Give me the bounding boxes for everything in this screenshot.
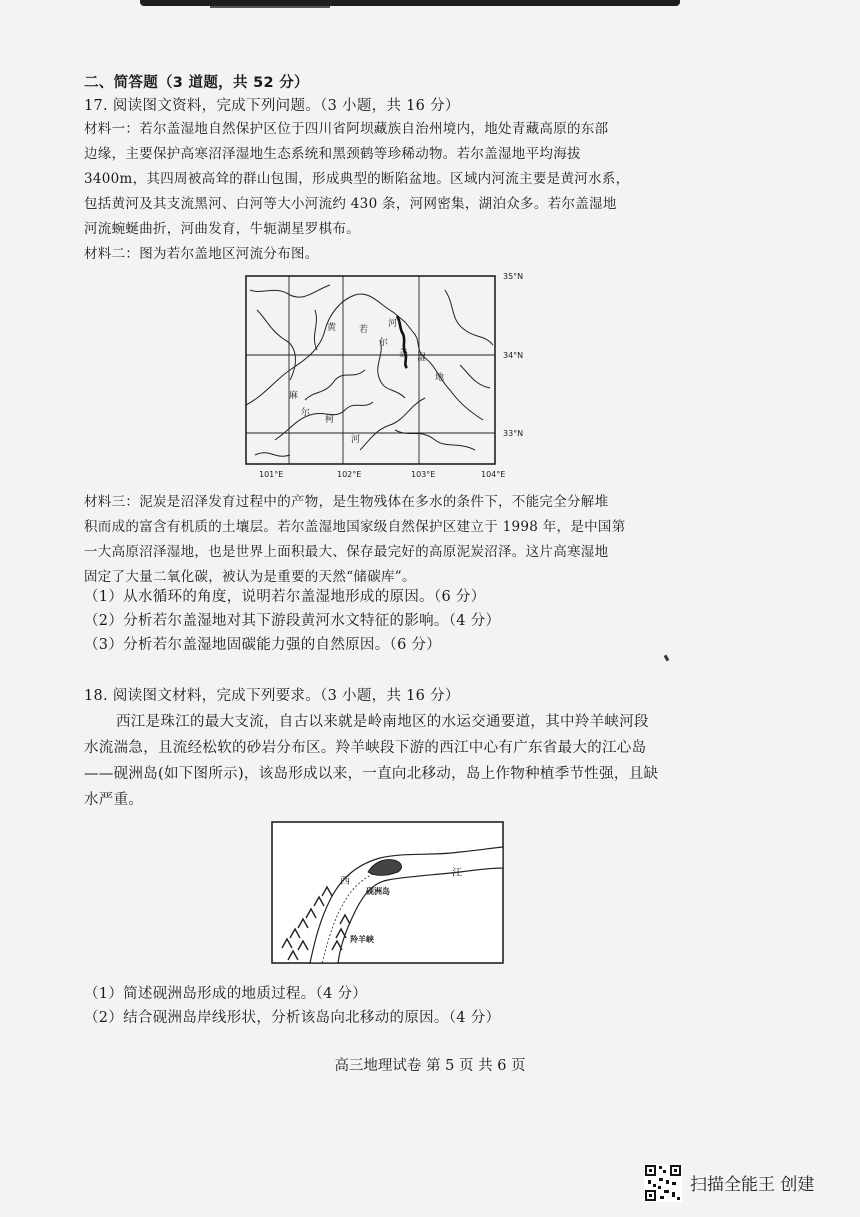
q17-question-1: （1）从水循环的角度，说明若尔盖湿地形成的原因。（6 分） bbox=[84, 589, 486, 605]
river-network bbox=[246, 285, 493, 456]
map-label-jiang: 江 bbox=[452, 868, 462, 879]
q17-material1-line: 3400m，其四周被高耸的群山包围，形成典型的断陷盆地。区域内河流主要是黄河水系， bbox=[84, 171, 630, 187]
scanner-watermark: 扫描全能王 创建 bbox=[690, 1175, 815, 1195]
lon-label: 104°E bbox=[481, 470, 506, 479]
map-label: 盖 bbox=[399, 349, 409, 359]
q17-material3-line: 一大高原沼泽湿地，也是世界上面积最大、保存最完好的高原泥炭沼泽。这片高寒湿地 bbox=[84, 544, 609, 560]
yanzhou-island-map bbox=[270, 820, 506, 966]
map-label-island: 砚洲岛 bbox=[366, 887, 390, 896]
lon-label: 102°E bbox=[337, 470, 362, 479]
q18-stem: 18. 阅读图文材料，完成下列要求。（3 小题，共 16 分） bbox=[84, 688, 460, 704]
q18-paragraph-line: 西江是珠江的最大支流，自古以来就是岭南地区的水运交通要道，其中羚羊峡河段 bbox=[116, 714, 649, 730]
q18-paragraph-line: 水流湍急，且流经松软的砂岩分布区。羚羊峡段下游的西江中心有广东省最大的江心岛 bbox=[84, 740, 647, 756]
q17-material2: 材料二：图为若尔盖地区河流分布图。 bbox=[84, 246, 319, 262]
q17-material1-line: 包括黄河及其支流黑河、白河等大小河流约 430 条，河网密集，湖泊众多。若尔盖湿地 bbox=[84, 196, 617, 212]
section-title: 二、简答题（3 道题，共 52 分） bbox=[84, 75, 309, 91]
zoige-river-map bbox=[245, 270, 545, 482]
scan-edge-bar-2 bbox=[210, 6, 330, 8]
map-label: 麻 bbox=[289, 391, 299, 401]
map-label: 尔 bbox=[379, 338, 389, 348]
page-footer: 高三地理试卷 第 5 页 共 6 页 bbox=[334, 1058, 526, 1074]
map-label-xi: 西 bbox=[340, 876, 350, 887]
lat-label: 35°N bbox=[503, 272, 524, 281]
yellow-river-trunk bbox=[397, 316, 407, 368]
map-label: 若 bbox=[359, 325, 369, 335]
q17-material3-line: 积而成的富含有机质的土壤层。若尔盖湿地国家级自然保护区建立于 1998 年，是中国第 bbox=[84, 519, 626, 535]
q17-question-2: （2）分析若尔盖湿地对其下游段黄河水文特征的影响。（4 分） bbox=[84, 613, 501, 629]
q18-paragraph-line: ——砚洲岛(如下图所示)，该岛形成以来，一直向北移动，岛上作物种植季节性强，且缺 bbox=[84, 766, 659, 782]
lon-label: 103°E bbox=[411, 470, 436, 479]
q17-material1-line: 边缘，主要保护高寒沼泽湿地生态系统和黑颈鹤等珍稀动物。若尔盖湿地平均海拔 bbox=[84, 146, 581, 162]
q18-question-1: （1）简述砚洲岛形成的地质过程。（4 分） bbox=[84, 986, 368, 1002]
q17-material3-line: 固定了大量二氧化碳，被认为是重要的天然“储碳库”。 bbox=[84, 569, 416, 585]
map-label: 尔 bbox=[301, 408, 311, 418]
lat-label: 33°N bbox=[503, 429, 524, 438]
q17-question-3: （3）分析若尔盖湿地固碳能力强的自然原因。（6 分） bbox=[84, 637, 442, 653]
q17-stem: 17. 阅读图文资料，完成下列问题。（3 小题，共 16 分） bbox=[84, 98, 460, 114]
map-label: 柯 bbox=[325, 415, 335, 425]
map-label: 黄 bbox=[327, 323, 337, 333]
map-label: 湿 bbox=[417, 353, 427, 363]
map-label-gorge: 羚羊峡 bbox=[350, 935, 374, 944]
lon-label: 101°E bbox=[259, 470, 284, 479]
q18-question-2: （2）结合砚洲岛岸线形状，分析该岛向北移动的原因。（4 分） bbox=[84, 1010, 501, 1026]
map-place-labels bbox=[289, 318, 444, 445]
map-label: 地 bbox=[435, 373, 445, 383]
map-label: 河 bbox=[388, 319, 398, 329]
map-frame bbox=[246, 276, 495, 464]
map-axis-labels bbox=[259, 272, 523, 479]
qr-code-icon bbox=[644, 1164, 682, 1202]
map-label: 河 bbox=[351, 435, 361, 445]
q18-paragraph-line: 水严重。 bbox=[84, 792, 144, 808]
lat-label: 34°N bbox=[503, 351, 524, 360]
q17-material1-line: 材料一：若尔盖湿地自然保护区位于四川省阿坝藏族自治州境内，地处青藏高原的东部 bbox=[84, 121, 609, 137]
q17-material1-line: 河流蜿蜒曲折，河曲发育，牛轭湖星罗棋布。 bbox=[84, 221, 360, 237]
q17-material3-line: 材料三：泥炭是沼泽发育过程中的产物，是生物残体在多水的条件下，不能完全分解堆 bbox=[84, 494, 609, 510]
